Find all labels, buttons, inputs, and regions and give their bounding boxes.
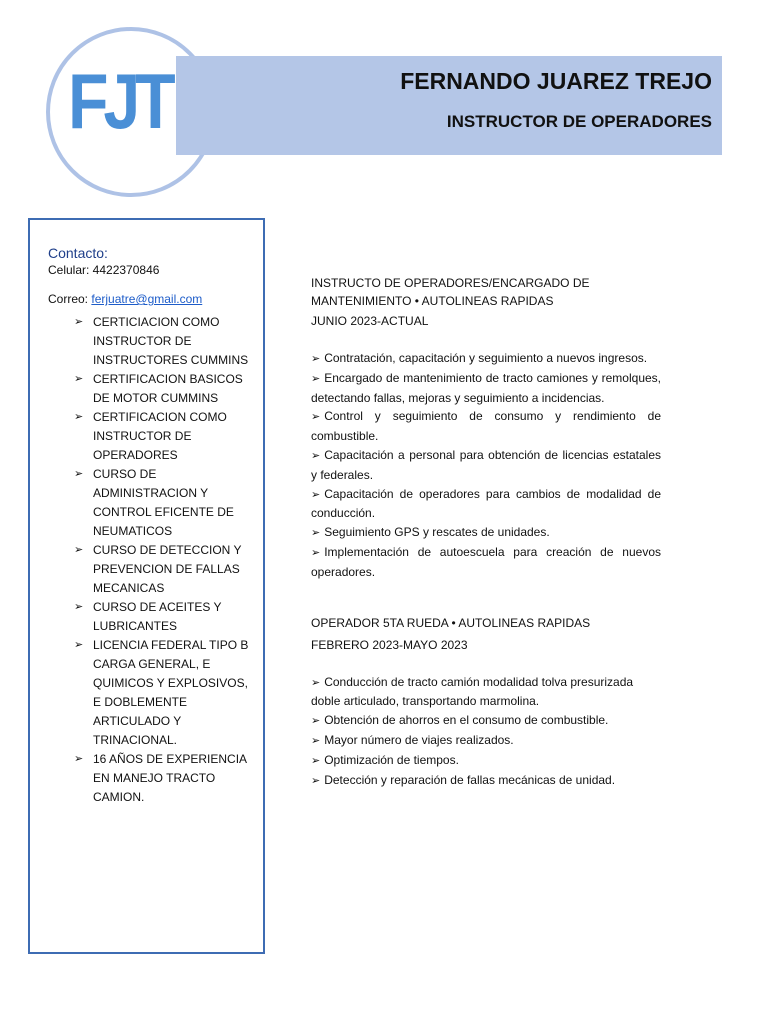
arrow-bullet-icon: ➢ [311, 676, 321, 689]
job-bullet-text: Seguimiento GPS y rescates de unidades. [324, 525, 550, 540]
job-bullet [311, 407, 661, 446]
job-bullet [311, 369, 661, 408]
header-banner [176, 56, 722, 155]
certification-item [48, 541, 263, 598]
job-bullet [311, 771, 661, 791]
job-bullet-text: Control y seguimiento de consumo y rendimiento de combustible. [311, 409, 661, 444]
job-bullet-text: Contratación, capacitación y seguimiento a nuevos ingresos. [324, 351, 648, 365]
logo: FJT [68, 57, 171, 145]
certification-text: CURSO DE DETECCION Y PREVENCION DE FALLAS MECANICAS [93, 543, 242, 595]
job-bullet [311, 523, 661, 543]
arrow-bullet-icon: ➢ [74, 753, 84, 765]
arrow-bullet-icon: ➢ [74, 468, 84, 480]
job-dates: FEBRERO 2023-MAYO 2023 [311, 637, 468, 652]
arrow-bullet-icon: ➢ [74, 639, 84, 651]
job-bullet-text: Implementación de autoescuela para creación de nuevos operadores. [311, 544, 661, 579]
person-role: INSTRUCTOR DE OPERADORES [446, 112, 712, 131]
job-bullet-text: Optimización de tiempos. [324, 752, 459, 767]
certification-text: CURSO DE ADMINISTRACION Y CONTROL EFICENTE DE NEUMATICOS [93, 467, 234, 538]
job-bullet [311, 349, 661, 369]
job-2 [311, 612, 661, 791]
arrow-bullet-icon: ➢ [74, 373, 84, 385]
job-bullets [311, 673, 661, 791]
job-bullet [311, 751, 661, 771]
arrow-bullet-icon: ➢ [311, 353, 321, 365]
arrow-bullet-icon: ➢ [311, 488, 321, 501]
arrow-bullet-icon: ➢ [311, 372, 321, 385]
job-bullet-text: Encargado de mantenimiento de tracto camiones y remolques, detectando fallas, mejoras y seguimiento a incidencias. [311, 370, 661, 405]
email-label: Correo: [48, 292, 92, 306]
contact-heading [48, 244, 263, 262]
arrow-bullet-icon: ➢ [74, 544, 84, 556]
job-bullet-text: Conducción de tracto camión modalidad tolva presurizada doble articulado, transportando marmolina. [311, 674, 634, 709]
sidebar [28, 218, 265, 954]
job-bullet-text: Capacitación a personal para obtención de licencias estatales y federales. [311, 447, 661, 482]
arrow-bullet-icon: ➢ [311, 734, 321, 747]
job-bullet-text: Capacitación de operadores para cambios de modalidad de conducción. [311, 486, 661, 521]
certification-list [48, 313, 263, 807]
job-title: INSTRUCTO DE OPERADORES/ENCARGADO DE MANTENIMIENTO • AUTOLINEAS RAPIDAS [311, 276, 590, 308]
certification-text: CERTIFICACION BASICOS DE MOTOR CUMMINS [93, 372, 243, 405]
certification-text: CERTICIACION COMO INSTRUCTOR DE INSTRUCTORES CUMMINS [93, 315, 249, 367]
arrow-bullet-icon: ➢ [74, 601, 84, 613]
job-bullet [311, 673, 661, 712]
job-bullet [311, 711, 661, 731]
job-bullet-text: Obtención de ahorros en el consumo de combustible. [324, 713, 609, 728]
email-line [48, 291, 263, 307]
arrow-bullet-icon: ➢ [74, 411, 84, 423]
certification-text: LICENCIA FEDERAL TIPO B CARGA GENERAL, E QUIMICOS Y EXPLOSIVOS, E DOBLEMENTE ARTICULADO Y TRINACIONAL. [93, 638, 249, 747]
certification-item [48, 636, 263, 750]
arrow-bullet-icon: ➢ [311, 715, 321, 728]
arrow-bullet-icon: ➢ [311, 754, 321, 767]
job-bullet [311, 731, 661, 751]
certification-item [48, 313, 263, 370]
email-link[interactable]: ferjuatre@gmail.com [91, 292, 203, 306]
certification-item [48, 370, 263, 408]
job-dates: JUNIO 2023-ACTUAL [311, 314, 429, 328]
job-header [311, 274, 661, 332]
job-title: OPERADOR 5TA RUEDA • AUTOLINEAS RAPIDAS [311, 615, 591, 630]
certification-text: CURSO DE ACEITES Y LUBRICANTES [93, 600, 222, 633]
job-1 [311, 274, 661, 582]
arrow-bullet-icon: ➢ [311, 411, 321, 424]
certification-text: 16 AÑOS DE EXPERIENCIA EN MANEJO TRACTO CAMION. [93, 752, 247, 804]
certification-item [48, 465, 263, 541]
arrow-bullet-icon: ➢ [311, 449, 321, 462]
certification-item [48, 750, 263, 807]
arrow-bullet-icon: ➢ [311, 546, 321, 559]
experience-section [311, 274, 661, 790]
person-name: FERNANDO JUAREZ TREJO [400, 68, 712, 94]
job-bullet [311, 543, 661, 582]
job-bullets [311, 349, 661, 582]
contact-title: Contacto [48, 245, 105, 261]
job-bullet-text: Detección y reparación de fallas mecánicas de unidad. [324, 772, 616, 787]
arrow-bullet-icon: ➢ [311, 527, 321, 540]
arrow-bullet-icon: ➢ [74, 316, 84, 328]
certification-item [48, 598, 263, 636]
job-bullet [311, 485, 661, 524]
certification-text: CERTIFICACION COMO INSTRUCTOR DE OPERADORES [93, 410, 227, 462]
certification-item [48, 408, 263, 465]
contact-colon: : [104, 245, 108, 261]
job-bullet [311, 446, 661, 485]
job-bullet-text: Mayor número de viajes realizados. [324, 732, 514, 747]
phone-line: Celular: 4422370846 [48, 263, 160, 277]
arrow-bullet-icon: ➢ [311, 774, 321, 787]
job-header [311, 612, 661, 656]
